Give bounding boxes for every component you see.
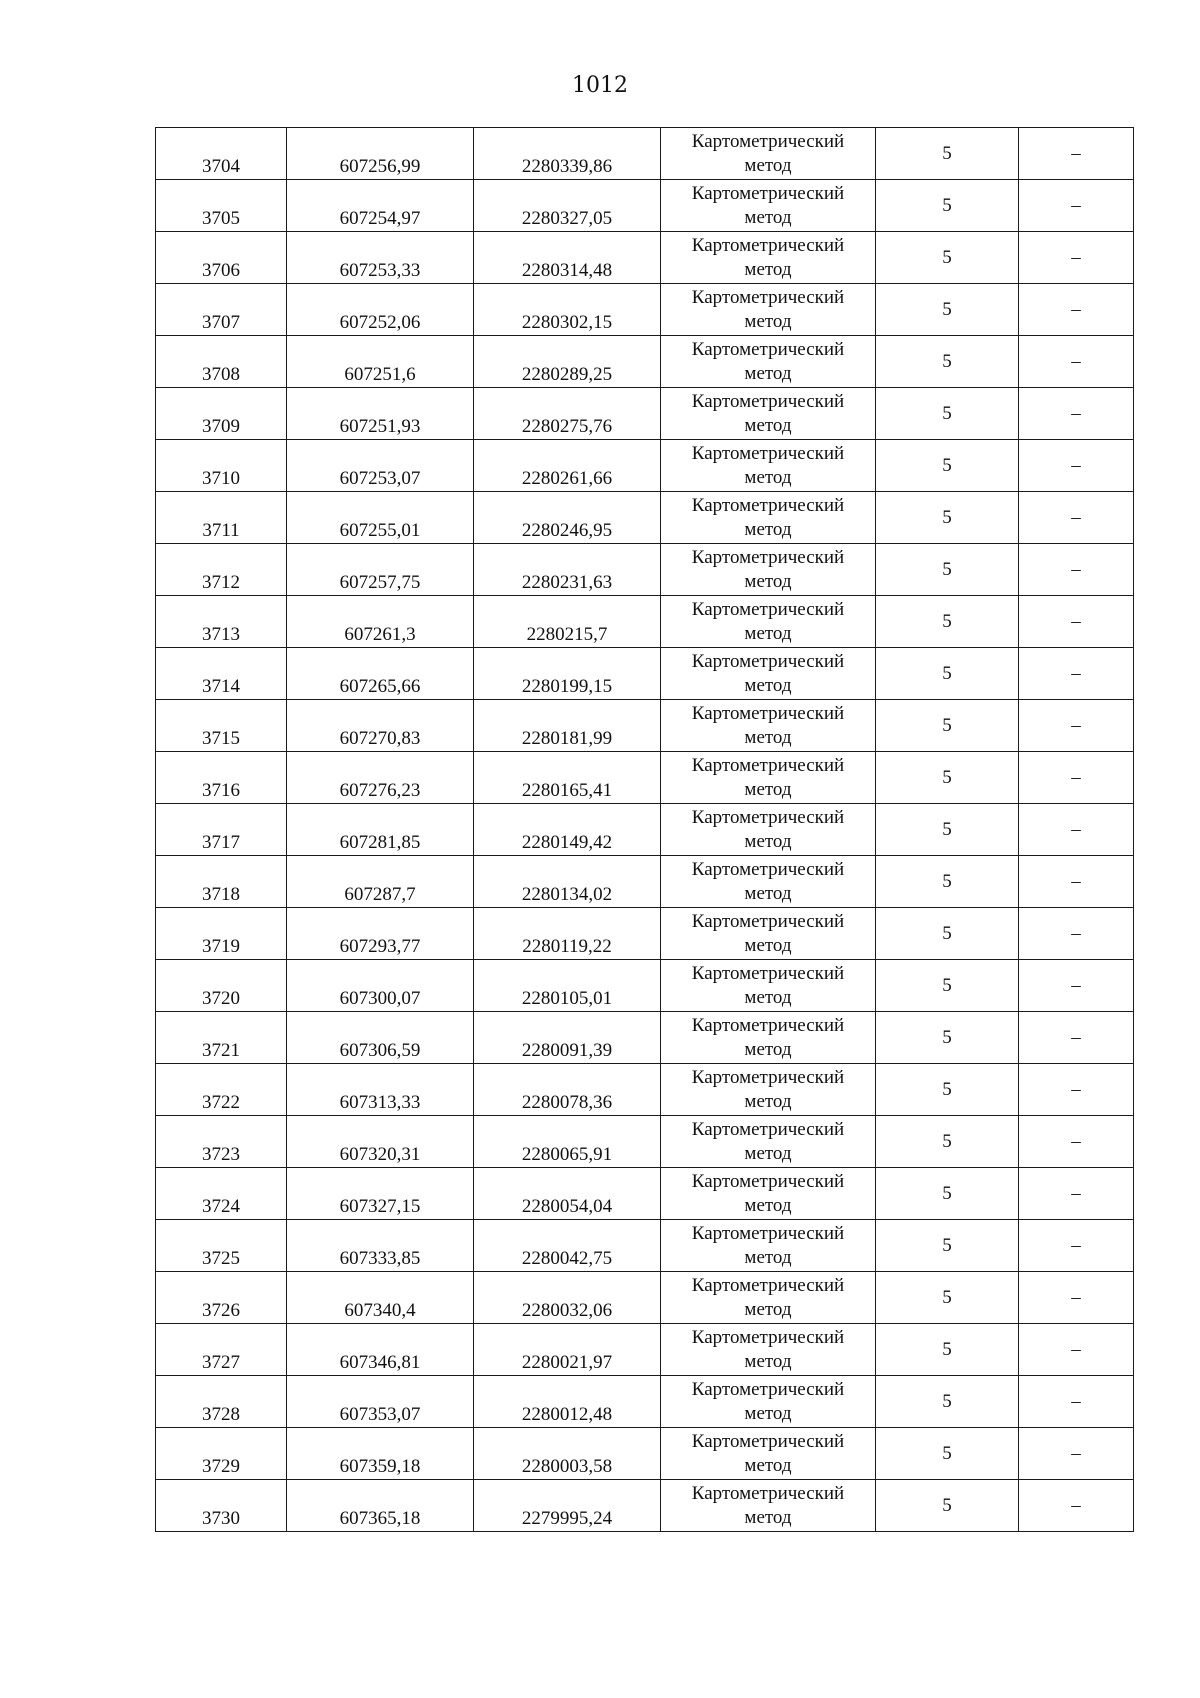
point-number-cell: 3704 xyxy=(156,128,287,180)
y-coordinate-cell: 2280199,15 xyxy=(474,648,661,700)
x-coordinate-cell: 607293,77 xyxy=(287,908,474,960)
method-line-1: Картометрический xyxy=(691,1014,845,1036)
x-coordinate-cell: 607270,83 xyxy=(287,700,474,752)
method-cell xyxy=(661,960,876,1012)
method-line-2: метод xyxy=(744,258,792,280)
x-coordinate-cell: 607287,7 xyxy=(287,856,474,908)
x-coordinate-cell: 607257,75 xyxy=(287,544,474,596)
y-coordinate-cell: 2280003,58 xyxy=(474,1428,661,1480)
accuracy-cell: 5 xyxy=(876,1324,1019,1376)
method-cell xyxy=(661,752,876,804)
x-coordinate-cell: 607251,6 xyxy=(287,336,474,388)
accuracy-cell: 5 xyxy=(876,1428,1019,1480)
note-cell: – xyxy=(1019,1376,1134,1428)
method-cell xyxy=(661,1428,876,1480)
method-line-2: метод xyxy=(744,934,792,956)
note-cell: – xyxy=(1019,856,1134,908)
method-cell xyxy=(661,128,876,180)
table-body xyxy=(156,128,1134,1532)
x-coordinate-cell: 607276,23 xyxy=(287,752,474,804)
y-coordinate-cell: 2280289,25 xyxy=(474,336,661,388)
x-coordinate-cell: 607320,31 xyxy=(287,1116,474,1168)
note-cell: – xyxy=(1019,232,1134,284)
method-cell xyxy=(661,1376,876,1428)
point-number-cell: 3710 xyxy=(156,440,287,492)
table-row xyxy=(156,700,1134,752)
table-row xyxy=(156,440,1134,492)
table-row xyxy=(156,1324,1134,1376)
note-cell: – xyxy=(1019,1168,1134,1220)
point-number-cell: 3713 xyxy=(156,596,287,648)
y-coordinate-cell: 2280078,36 xyxy=(474,1064,661,1116)
method-line-1: Картометрический xyxy=(691,1326,845,1348)
accuracy-cell: 5 xyxy=(876,180,1019,232)
note-cell: – xyxy=(1019,492,1134,544)
y-coordinate-cell: 2280105,01 xyxy=(474,960,661,1012)
accuracy-cell: 5 xyxy=(876,908,1019,960)
method-line-2: метод xyxy=(744,830,792,852)
method-line-2: метод xyxy=(744,1506,792,1528)
method-cell xyxy=(661,388,876,440)
x-coordinate-cell: 607256,99 xyxy=(287,128,474,180)
x-coordinate-cell: 607306,59 xyxy=(287,1012,474,1064)
method-line-2: метод xyxy=(744,206,792,228)
method-line-1: Картометрический xyxy=(691,702,845,724)
point-number-cell: 3715 xyxy=(156,700,287,752)
method-line-2: метод xyxy=(744,570,792,592)
method-line-1: Картометрический xyxy=(691,442,845,464)
method-cell xyxy=(661,1168,876,1220)
method-line-1: Картометрический xyxy=(691,390,845,412)
method-line-1: Картометрический xyxy=(691,338,845,360)
note-cell: – xyxy=(1019,804,1134,856)
point-number-cell: 3711 xyxy=(156,492,287,544)
table-row xyxy=(156,388,1134,440)
table-row xyxy=(156,804,1134,856)
method-line-1: Картометрический xyxy=(691,1430,845,1452)
method-line-2: метод xyxy=(744,1090,792,1112)
method-line-1: Картометрический xyxy=(691,910,845,932)
method-line-2: метод xyxy=(744,1142,792,1164)
method-line-2: метод xyxy=(744,310,792,332)
accuracy-cell: 5 xyxy=(876,128,1019,180)
accuracy-cell: 5 xyxy=(876,440,1019,492)
method-line-1: Картометрический xyxy=(691,1118,845,1140)
table-row xyxy=(156,180,1134,232)
y-coordinate-cell: 2280065,91 xyxy=(474,1116,661,1168)
method-line-1: Картометрический xyxy=(691,962,845,984)
note-cell: – xyxy=(1019,544,1134,596)
method-line-1: Картометрический xyxy=(691,1170,845,1192)
y-coordinate-cell: 2280149,42 xyxy=(474,804,661,856)
method-line-2: метод xyxy=(744,726,792,748)
method-line-2: метод xyxy=(744,1298,792,1320)
table-row xyxy=(156,336,1134,388)
method-cell xyxy=(661,1324,876,1376)
table-row xyxy=(156,1376,1134,1428)
accuracy-cell: 5 xyxy=(876,596,1019,648)
x-coordinate-cell: 607253,07 xyxy=(287,440,474,492)
point-number-cell: 3724 xyxy=(156,1168,287,1220)
table-row xyxy=(156,960,1134,1012)
y-coordinate-cell: 2280181,99 xyxy=(474,700,661,752)
note-cell: – xyxy=(1019,1220,1134,1272)
note-cell: – xyxy=(1019,908,1134,960)
accuracy-cell: 5 xyxy=(876,1116,1019,1168)
note-cell: – xyxy=(1019,1064,1134,1116)
method-line-2: метод xyxy=(744,1350,792,1372)
note-cell: – xyxy=(1019,1428,1134,1480)
note-cell: – xyxy=(1019,1116,1134,1168)
x-coordinate-cell: 607281,85 xyxy=(287,804,474,856)
point-number-cell: 3709 xyxy=(156,388,287,440)
accuracy-cell: 5 xyxy=(876,856,1019,908)
method-line-2: метод xyxy=(744,154,792,176)
note-cell: – xyxy=(1019,440,1134,492)
x-coordinate-cell: 607254,97 xyxy=(287,180,474,232)
method-line-1: Картометрический xyxy=(691,650,845,672)
table-row xyxy=(156,1064,1134,1116)
x-coordinate-cell: 607255,01 xyxy=(287,492,474,544)
method-line-2: метод xyxy=(744,1402,792,1424)
method-line-2: метод xyxy=(744,1194,792,1216)
method-line-1: Картометрический xyxy=(691,234,845,256)
x-coordinate-cell: 607300,07 xyxy=(287,960,474,1012)
table-row xyxy=(156,752,1134,804)
x-coordinate-cell: 607353,07 xyxy=(287,1376,474,1428)
accuracy-cell: 5 xyxy=(876,960,1019,1012)
method-cell xyxy=(661,804,876,856)
method-cell xyxy=(661,232,876,284)
accuracy-cell: 5 xyxy=(876,752,1019,804)
accuracy-cell: 5 xyxy=(876,804,1019,856)
y-coordinate-cell: 2280119,22 xyxy=(474,908,661,960)
accuracy-cell: 5 xyxy=(876,1012,1019,1064)
y-coordinate-cell: 2280231,63 xyxy=(474,544,661,596)
table-row xyxy=(156,596,1134,648)
note-cell: – xyxy=(1019,284,1134,336)
method-line-1: Картометрический xyxy=(691,494,845,516)
table-row xyxy=(156,284,1134,336)
method-cell xyxy=(661,1116,876,1168)
note-cell: – xyxy=(1019,336,1134,388)
x-coordinate-cell: 607253,33 xyxy=(287,232,474,284)
point-number-cell: 3720 xyxy=(156,960,287,1012)
note-cell: – xyxy=(1019,388,1134,440)
y-coordinate-cell: 2280314,48 xyxy=(474,232,661,284)
method-line-1: Картометрический xyxy=(691,598,845,620)
y-coordinate-cell: 2280134,02 xyxy=(474,856,661,908)
method-cell xyxy=(661,544,876,596)
y-coordinate-cell: 2280042,75 xyxy=(474,1220,661,1272)
note-cell: – xyxy=(1019,960,1134,1012)
method-cell xyxy=(661,700,876,752)
note-cell: – xyxy=(1019,596,1134,648)
method-line-2: метод xyxy=(744,622,792,644)
method-line-1: Картометрический xyxy=(691,182,845,204)
method-line-2: метод xyxy=(744,466,792,488)
point-number-cell: 3729 xyxy=(156,1428,287,1480)
accuracy-cell: 5 xyxy=(876,544,1019,596)
point-number-cell: 3716 xyxy=(156,752,287,804)
y-coordinate-cell: 2280012,48 xyxy=(474,1376,661,1428)
method-line-2: метод xyxy=(744,1246,792,1268)
table-row xyxy=(156,1428,1134,1480)
point-number-cell: 3725 xyxy=(156,1220,287,1272)
point-number-cell: 3727 xyxy=(156,1324,287,1376)
accuracy-cell: 5 xyxy=(876,492,1019,544)
accuracy-cell: 5 xyxy=(876,1272,1019,1324)
table-row xyxy=(156,1272,1134,1324)
accuracy-cell: 5 xyxy=(876,1220,1019,1272)
accuracy-cell: 5 xyxy=(876,232,1019,284)
method-cell xyxy=(661,336,876,388)
y-coordinate-cell: 2280054,04 xyxy=(474,1168,661,1220)
method-line-2: метод xyxy=(744,778,792,800)
accuracy-cell: 5 xyxy=(876,336,1019,388)
y-coordinate-cell: 2280021,97 xyxy=(474,1324,661,1376)
table-row xyxy=(156,856,1134,908)
accuracy-cell: 5 xyxy=(876,284,1019,336)
method-line-2: метод xyxy=(744,518,792,540)
y-coordinate-cell: 2280032,06 xyxy=(474,1272,661,1324)
accuracy-cell: 5 xyxy=(876,648,1019,700)
point-number-cell: 3721 xyxy=(156,1012,287,1064)
y-coordinate-cell: 2279995,24 xyxy=(474,1480,661,1532)
method-cell xyxy=(661,1064,876,1116)
method-cell xyxy=(661,284,876,336)
table-row xyxy=(156,908,1134,960)
table-row xyxy=(156,1220,1134,1272)
point-number-cell: 3708 xyxy=(156,336,287,388)
point-number-cell: 3707 xyxy=(156,284,287,336)
method-line-1: Картометрический xyxy=(691,1482,845,1504)
method-cell xyxy=(661,440,876,492)
method-line-1: Картометрический xyxy=(691,1066,845,1088)
y-coordinate-cell: 2280091,39 xyxy=(474,1012,661,1064)
point-number-cell: 3706 xyxy=(156,232,287,284)
table-row xyxy=(156,544,1134,596)
y-coordinate-cell: 2280327,05 xyxy=(474,180,661,232)
point-number-cell: 3714 xyxy=(156,648,287,700)
note-cell: – xyxy=(1019,1272,1134,1324)
note-cell: – xyxy=(1019,752,1134,804)
note-cell: – xyxy=(1019,128,1134,180)
method-cell xyxy=(661,1272,876,1324)
point-number-cell: 3723 xyxy=(156,1116,287,1168)
accuracy-cell: 5 xyxy=(876,1168,1019,1220)
x-coordinate-cell: 607340,4 xyxy=(287,1272,474,1324)
method-cell xyxy=(661,1220,876,1272)
y-coordinate-cell: 2280339,86 xyxy=(474,128,661,180)
method-cell xyxy=(661,1480,876,1532)
coordinates-table xyxy=(155,127,1134,1532)
method-line-1: Картометрический xyxy=(691,1274,845,1296)
y-coordinate-cell: 2280275,76 xyxy=(474,388,661,440)
method-line-1: Картометрический xyxy=(691,130,845,152)
note-cell: – xyxy=(1019,1480,1134,1532)
table-row xyxy=(156,1116,1134,1168)
method-line-1: Картометрический xyxy=(691,1222,845,1244)
accuracy-cell: 5 xyxy=(876,1480,1019,1532)
method-line-2: метод xyxy=(744,882,792,904)
table-row xyxy=(156,1012,1134,1064)
x-coordinate-cell: 607313,33 xyxy=(287,1064,474,1116)
note-cell: – xyxy=(1019,1012,1134,1064)
table-row xyxy=(156,128,1134,180)
x-coordinate-cell: 607359,18 xyxy=(287,1428,474,1480)
x-coordinate-cell: 607261,3 xyxy=(287,596,474,648)
table-row xyxy=(156,1480,1134,1532)
method-cell xyxy=(661,908,876,960)
method-line-2: метод xyxy=(744,362,792,384)
accuracy-cell: 5 xyxy=(876,700,1019,752)
method-line-1: Картометрический xyxy=(691,806,845,828)
y-coordinate-cell: 2280215,7 xyxy=(474,596,661,648)
accuracy-cell: 5 xyxy=(876,1376,1019,1428)
y-coordinate-cell: 2280165,41 xyxy=(474,752,661,804)
point-number-cell: 3730 xyxy=(156,1480,287,1532)
method-line-1: Картометрический xyxy=(691,858,845,880)
accuracy-cell: 5 xyxy=(876,388,1019,440)
table-row xyxy=(156,232,1134,284)
x-coordinate-cell: 607265,66 xyxy=(287,648,474,700)
page-number: 1012 xyxy=(572,73,628,98)
method-cell xyxy=(661,1012,876,1064)
method-line-2: метод xyxy=(744,986,792,1008)
point-number-cell: 3712 xyxy=(156,544,287,596)
y-coordinate-cell: 2280261,66 xyxy=(474,440,661,492)
point-number-cell: 3728 xyxy=(156,1376,287,1428)
note-cell: – xyxy=(1019,700,1134,752)
method-cell xyxy=(661,856,876,908)
method-line-1: Картометрический xyxy=(691,754,845,776)
point-number-cell: 3705 xyxy=(156,180,287,232)
note-cell: – xyxy=(1019,1324,1134,1376)
point-number-cell: 3726 xyxy=(156,1272,287,1324)
method-line-2: метод xyxy=(744,414,792,436)
method-line-2: метод xyxy=(744,1038,792,1060)
y-coordinate-cell: 2280246,95 xyxy=(474,492,661,544)
method-cell xyxy=(661,648,876,700)
method-line-2: метод xyxy=(744,1454,792,1476)
y-coordinate-cell: 2280302,15 xyxy=(474,284,661,336)
x-coordinate-cell: 607251,93 xyxy=(287,388,474,440)
x-coordinate-cell: 607333,85 xyxy=(287,1220,474,1272)
method-cell xyxy=(661,596,876,648)
point-number-cell: 3718 xyxy=(156,856,287,908)
x-coordinate-cell: 607327,15 xyxy=(287,1168,474,1220)
method-cell xyxy=(661,492,876,544)
note-cell: – xyxy=(1019,180,1134,232)
x-coordinate-cell: 607346,81 xyxy=(287,1324,474,1376)
x-coordinate-cell: 607252,06 xyxy=(287,284,474,336)
table-row xyxy=(156,1168,1134,1220)
method-cell xyxy=(661,180,876,232)
method-line-1: Картометрический xyxy=(691,1378,845,1400)
method-line-2: метод xyxy=(744,674,792,696)
point-number-cell: 3717 xyxy=(156,804,287,856)
note-cell: – xyxy=(1019,648,1134,700)
method-line-1: Картометрический xyxy=(691,546,845,568)
accuracy-cell: 5 xyxy=(876,1064,1019,1116)
point-number-cell: 3722 xyxy=(156,1064,287,1116)
method-line-1: Картометрический xyxy=(691,286,845,308)
table-row xyxy=(156,648,1134,700)
x-coordinate-cell: 607365,18 xyxy=(287,1480,474,1532)
point-number-cell: 3719 xyxy=(156,908,287,960)
table-row xyxy=(156,492,1134,544)
